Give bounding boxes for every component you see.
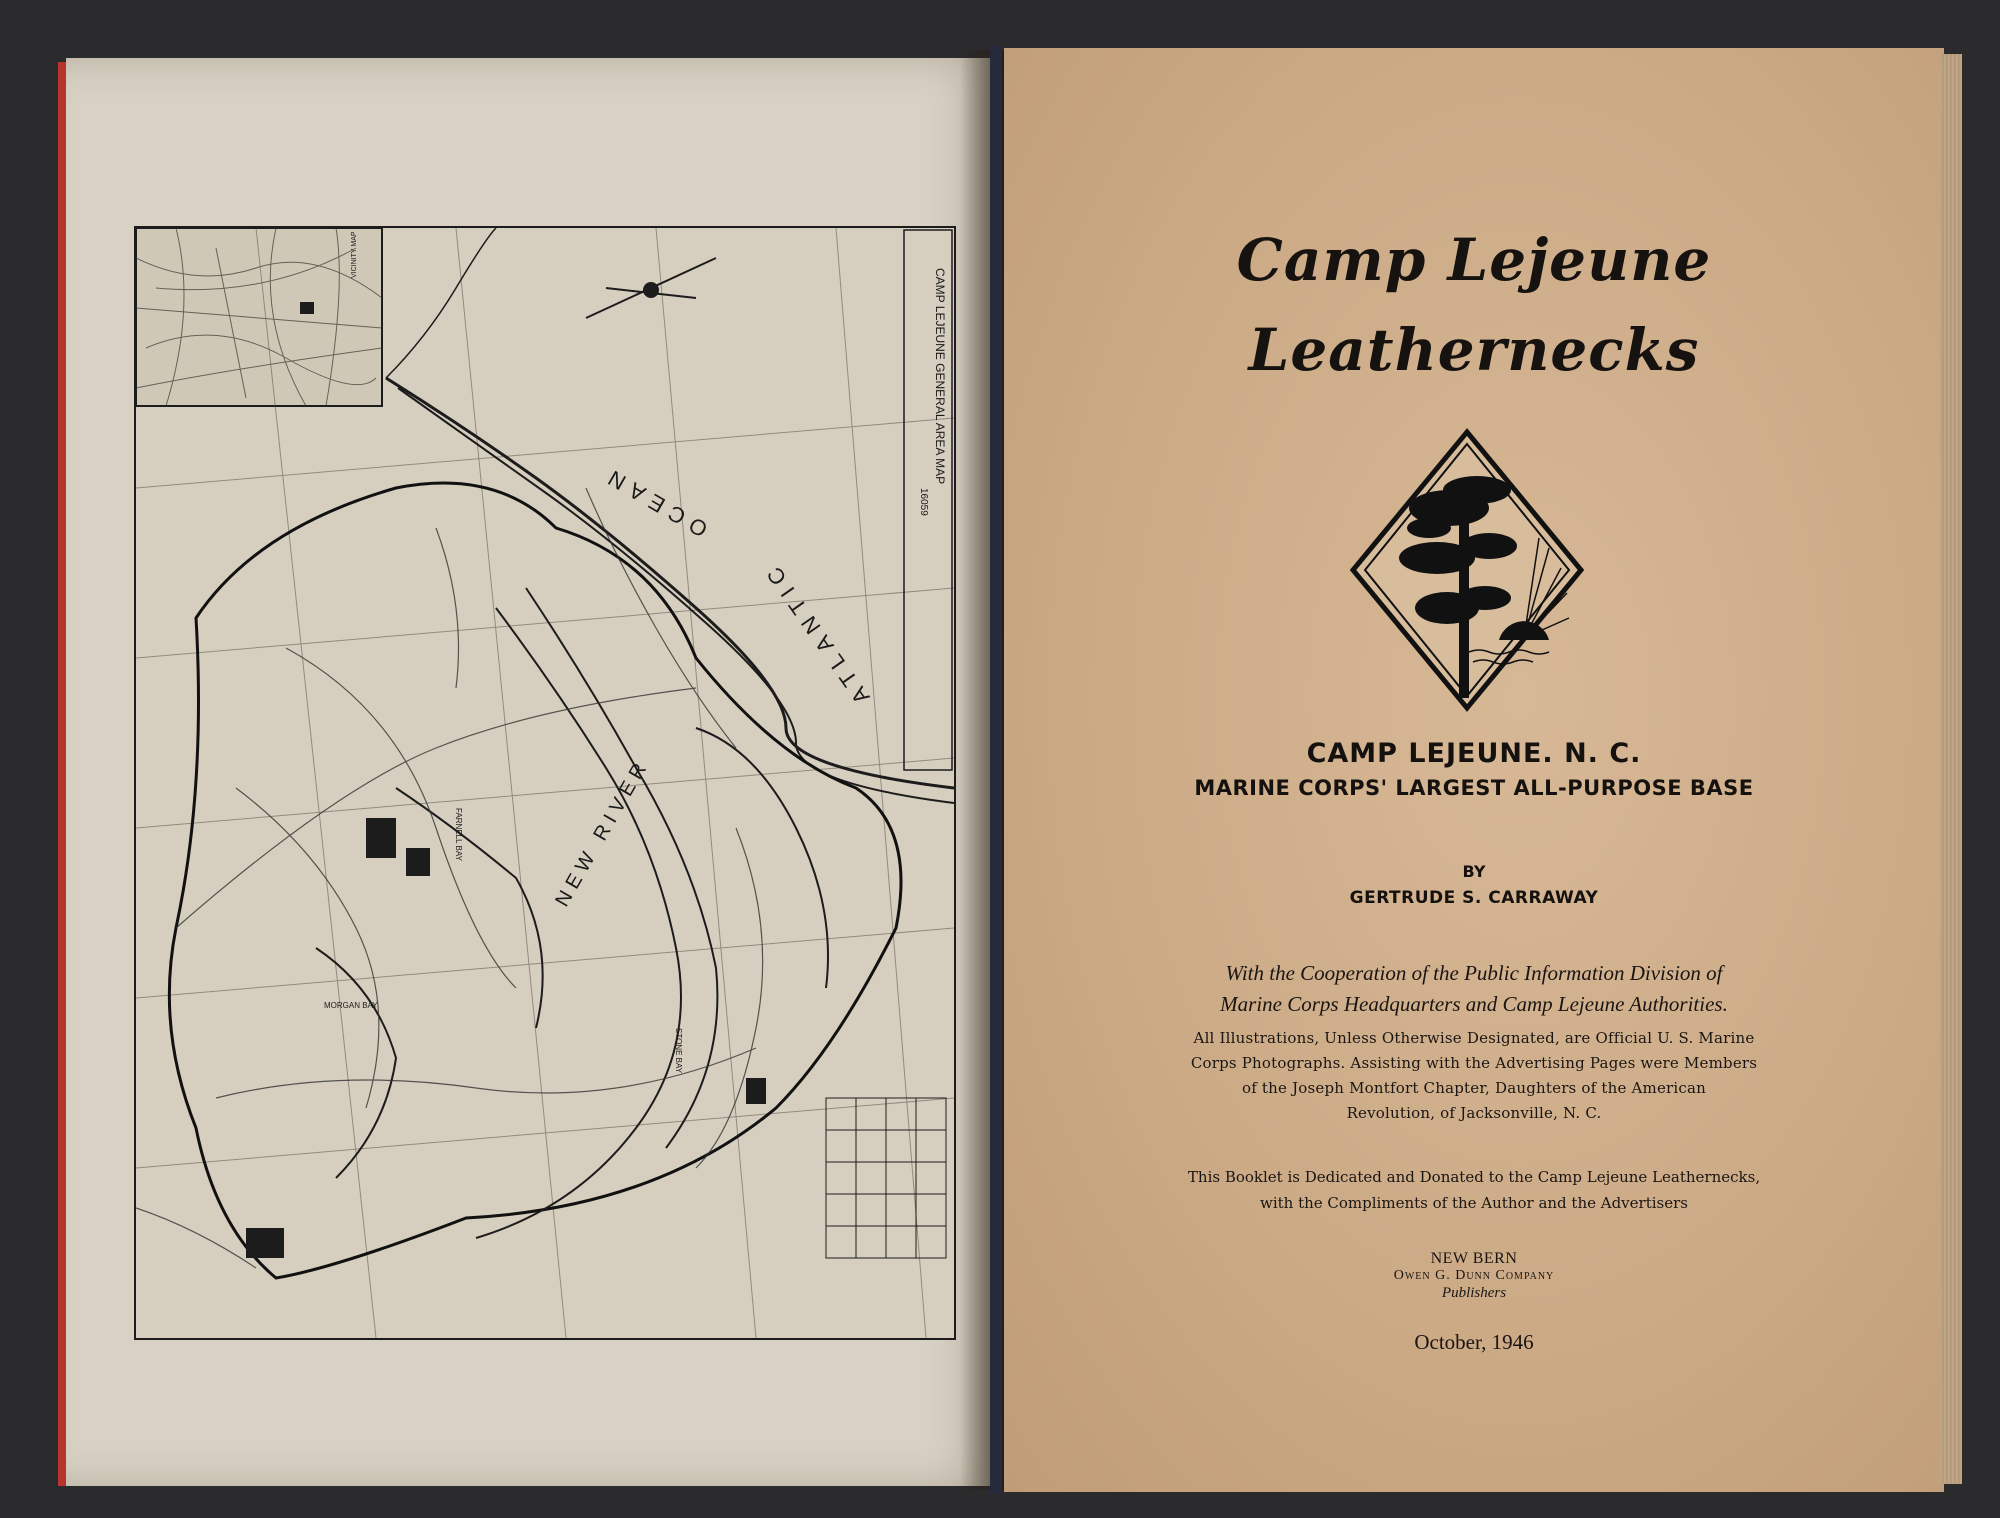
publisher-city: NEW BERN — [1430, 1250, 1518, 1267]
dedication-line: with the Compliments of the Author and the Advertisers — [1260, 1194, 1688, 1212]
credit-line: Corps Photographs. Assisting with the Advertising Pages were Members — [1190, 1054, 1758, 1072]
courthouse-bay-area — [746, 1078, 766, 1104]
cooperation-line-2: Marine Corps Headquarters and Camp Lejeune Authorities. — [1220, 992, 1728, 1016]
bay-label: MORGAN BAY — [324, 1001, 378, 1010]
tagline: MARINE CORPS' LARGEST ALL-PURPOSE BASE — [1194, 776, 1754, 800]
ocean-label: OCEAN — [596, 461, 712, 543]
title-line-2: Leathernecks — [1248, 316, 1700, 384]
map-title-block: CAMP LEJEUNE GENERAL AREA MAP — [933, 268, 947, 485]
atlantic-label: ATLANTIC — [757, 556, 875, 709]
palm-sunrise-emblem — [1349, 428, 1585, 712]
credit-line: of the Joseph Montfort Chapter, Daughters of the American — [1241, 1079, 1707, 1097]
credit-line: Revolution, of Jacksonville, N. C. — [1346, 1104, 1602, 1122]
bay-label: STONE BAY — [674, 1028, 683, 1074]
place-heading: CAMP LEJEUNE. N. C. — [1306, 738, 1642, 769]
title-line-1: Camp Lejeune — [1236, 226, 1712, 294]
camp-lejeune-area-map — [134, 226, 956, 1340]
dedication — [1004, 1164, 1944, 1216]
built-up-areas — [246, 818, 766, 1258]
river-label: NEW RIVER — [551, 754, 655, 911]
dedication-line: This Booklet is Dedicated and Donated to the Camp Lejeune Leathernecks, — [1187, 1168, 1761, 1186]
cooperation-line-1: With the Cooperation of the Public Information Division of — [1225, 961, 1723, 985]
author-name: GERTRUDE S. CARRAWAY — [1349, 888, 1599, 908]
compass-rose — [586, 258, 716, 318]
map-number: 16059 — [918, 488, 929, 516]
bay-label: FARNELL BAY — [454, 808, 463, 861]
new-river — [316, 588, 828, 1238]
illustration-credit — [1124, 1026, 1824, 1126]
hadnot-point-area — [366, 818, 396, 858]
publication-date: October, 1946 — [1414, 1330, 1534, 1354]
spine-strip — [990, 46, 1002, 1494]
publisher-role: Publishers — [1441, 1285, 1507, 1301]
survey-grid — [826, 1098, 946, 1258]
credit-line: All Illustrations, Unless Otherwise Designated, are Official U. S. Marine — [1193, 1029, 1755, 1047]
map-drawing — [136, 228, 954, 1338]
publisher-company: Owen G. Dunn Company — [1393, 1268, 1555, 1283]
vicinity-map-label: VICINITY MAP — [351, 231, 358, 278]
by-label: BY — [1462, 862, 1486, 881]
jacksonville-area — [246, 1228, 284, 1258]
camp-area — [406, 848, 430, 876]
vicinity-town-marker — [300, 302, 314, 314]
